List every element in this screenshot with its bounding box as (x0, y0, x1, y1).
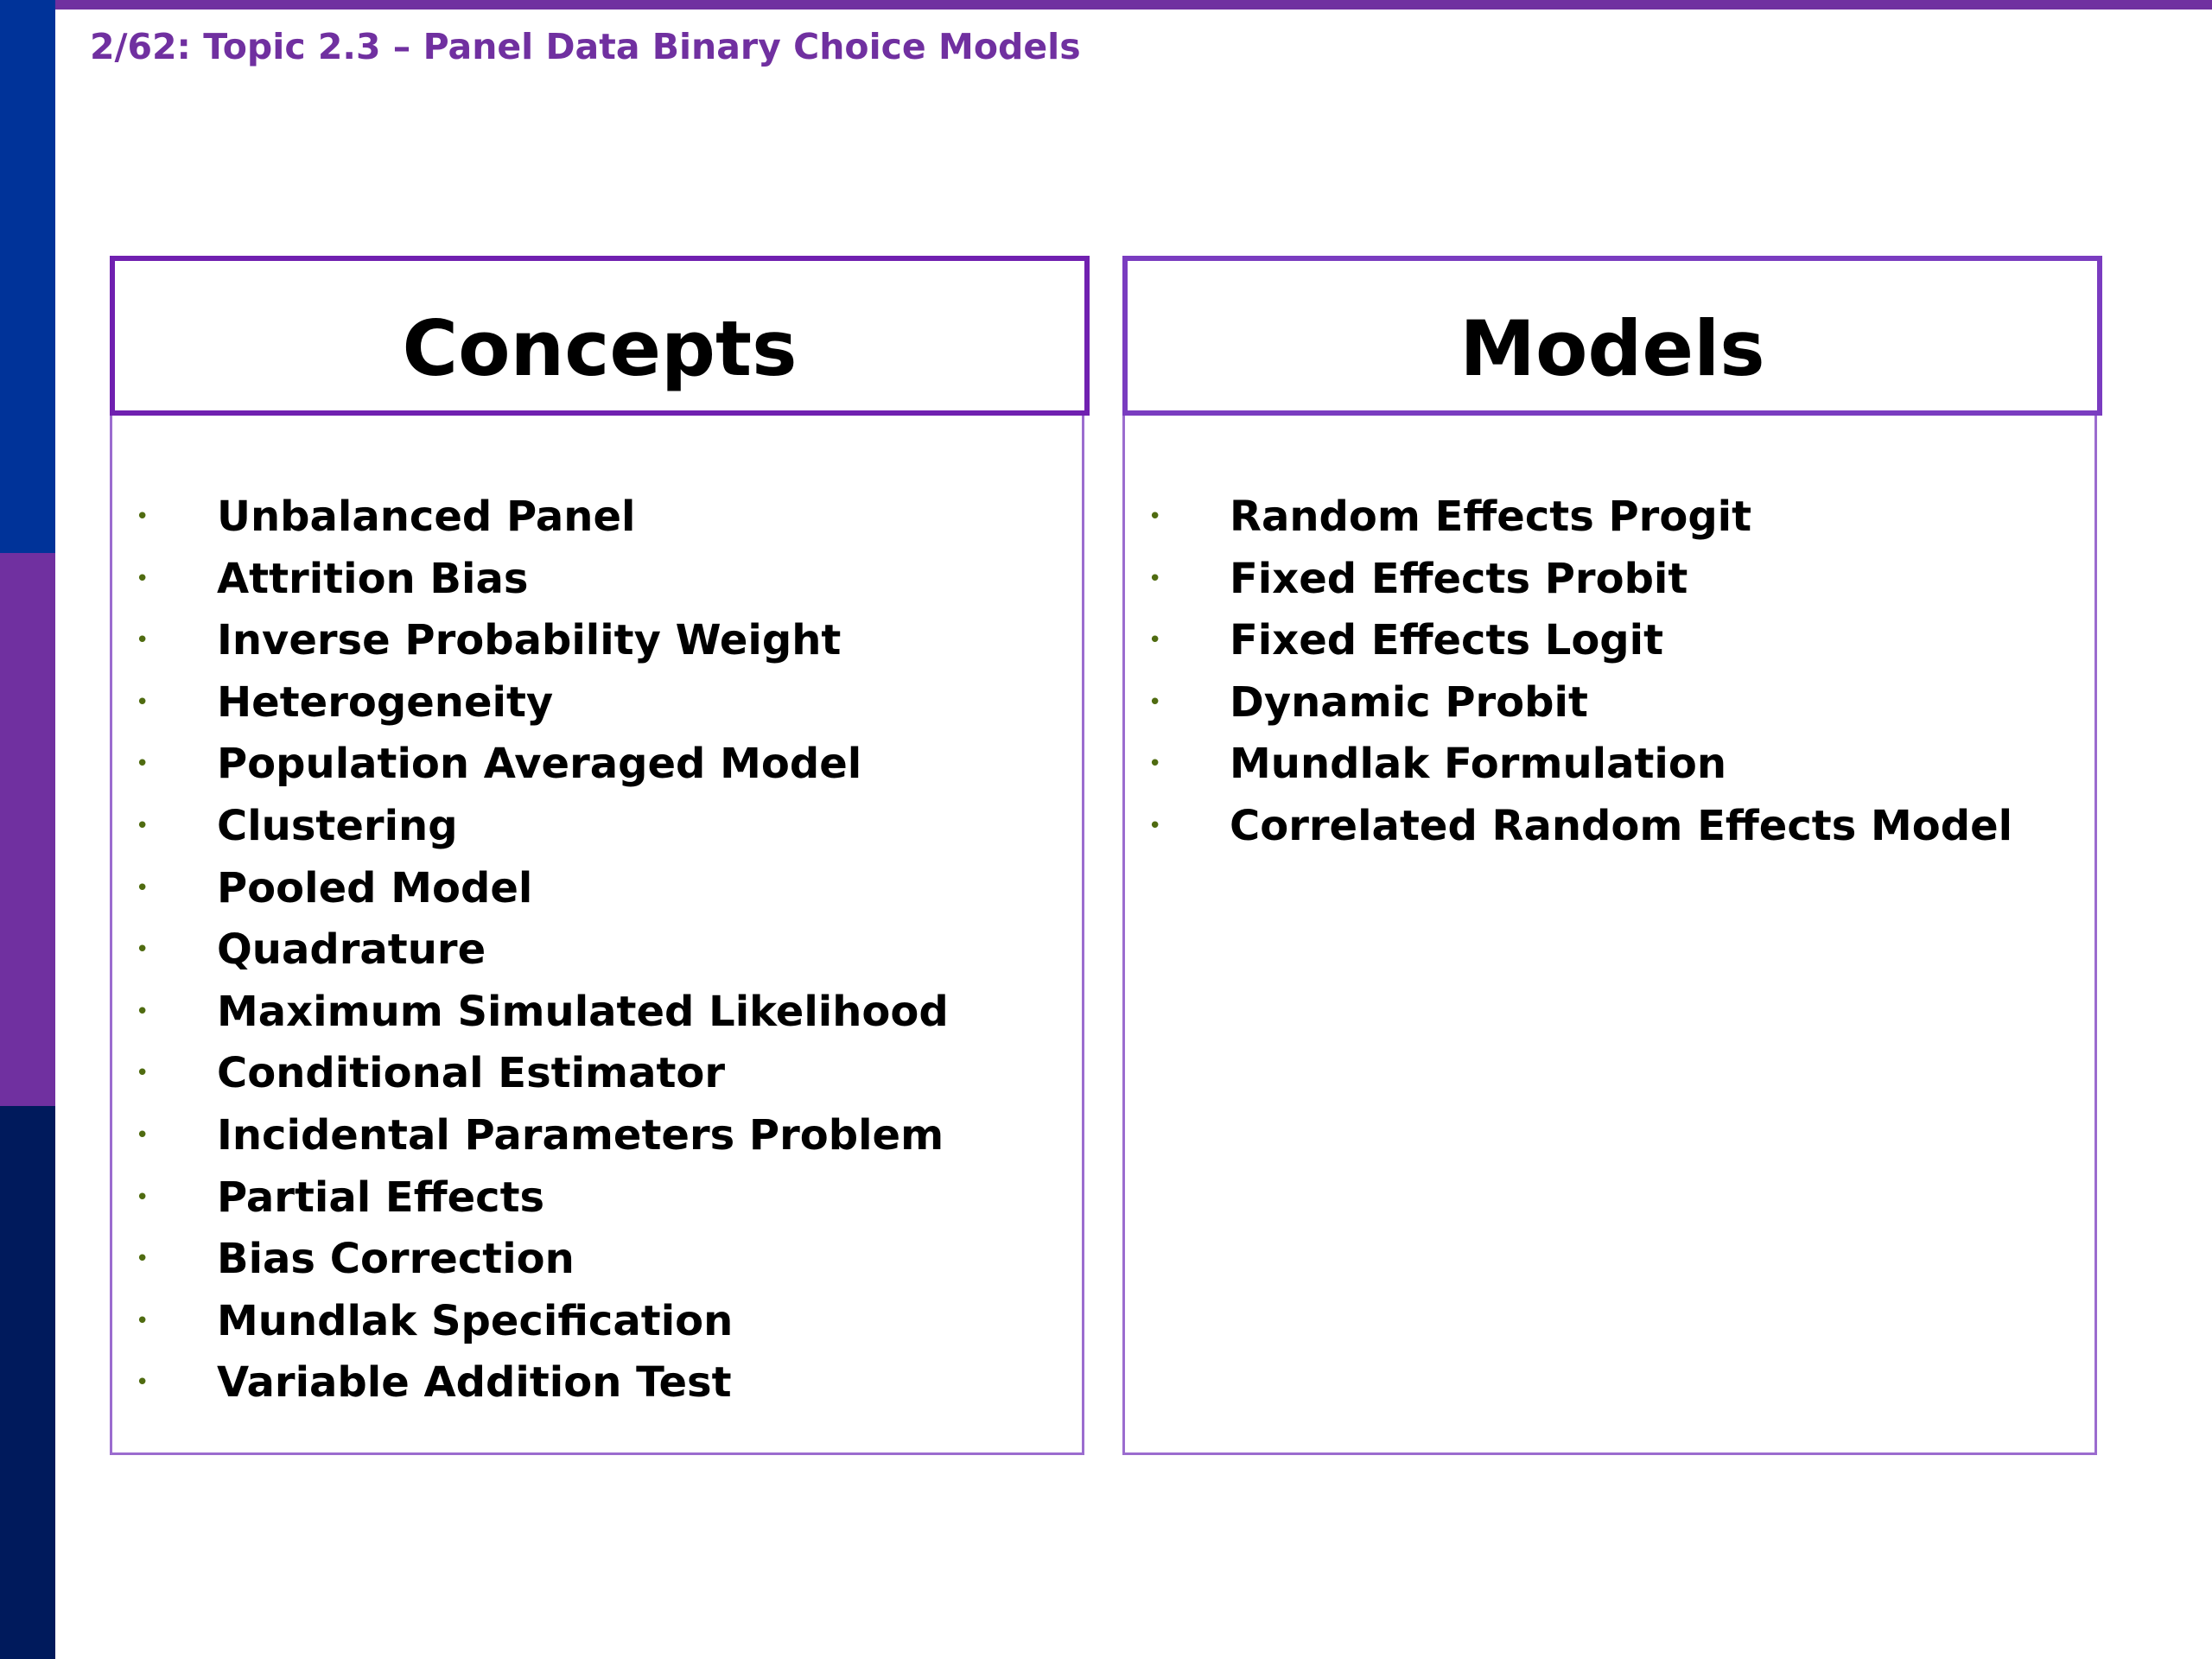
bullet-icon: • (136, 998, 149, 1025)
side-accent-bar-navy (0, 1106, 55, 1659)
side-accent-bar-purple (0, 553, 55, 1106)
bullet-icon: • (136, 565, 149, 592)
list-item-text: Dynamic Probit (1230, 677, 1588, 727)
list-item-text: Fixed Effects Logit (1230, 616, 1664, 665)
list-item-text: Variable Addition Test (217, 1358, 732, 1408)
list-item-text: Population Averaged Model (217, 740, 862, 789)
models-panel (1122, 256, 2097, 1455)
bullet-icon: • (136, 627, 149, 654)
bullet-icon: • (136, 874, 149, 901)
bullet-icon: • (1148, 751, 1162, 778)
top-accent-bar (0, 0, 2212, 10)
bullet-icon: • (136, 937, 149, 963)
list-item-text: Clustering (217, 801, 458, 850)
bullet-icon: • (136, 751, 149, 778)
models-heading: Models (1459, 304, 1765, 393)
list-item-text: Random Effects Progit (1230, 493, 1752, 541)
bullet-icon: • (136, 1060, 149, 1087)
bullet-icon: • (136, 1307, 149, 1334)
list-item-text: Mundlak Specification (217, 1296, 734, 1345)
models-header (1122, 256, 2102, 416)
slide-title: 2/62: Topic 2.3 – Panel Data Binary Choice Models (90, 26, 1081, 67)
concepts-heading: Concepts (402, 304, 798, 393)
bullet-icon: • (1148, 689, 1162, 715)
bullet-icon: • (136, 1184, 149, 1211)
list-item-text: Attrition Bias (217, 554, 529, 603)
list-item-text: Bias Correction (217, 1235, 575, 1284)
list-item-text: Pooled Model (217, 863, 533, 912)
bullet-icon: • (136, 504, 149, 530)
bullet-icon: • (136, 689, 149, 715)
bullet-icon: • (1148, 504, 1162, 530)
bullet-icon: • (1148, 627, 1162, 654)
list-item-text: Unbalanced Panel (217, 493, 636, 541)
bullet-icon: • (136, 1122, 149, 1148)
concepts-panel (110, 256, 1084, 1455)
list-item-text: Fixed Effects Probit (1230, 554, 1688, 603)
concepts-header (110, 256, 1090, 416)
bullet-icon: • (1148, 812, 1162, 839)
side-accent-bar-blue (0, 0, 55, 553)
list-item-text: Correlated Random Effects Model (1230, 801, 2013, 850)
list-item-text: Inverse Probability Weight (217, 616, 842, 665)
list-item-text: Maximum Simulated Likelihood (217, 987, 949, 1036)
list-item-text: Partial Effects (217, 1173, 545, 1222)
bullet-icon: • (136, 1370, 149, 1396)
bullet-icon: • (136, 812, 149, 839)
list-item-text: Incidental Parameters Problem (217, 1110, 944, 1160)
list-item-text: Conditional Estimator (217, 1049, 726, 1098)
bullet-icon: • (1148, 565, 1162, 592)
list-item-text: Heterogeneity (217, 677, 554, 727)
list-item-text: Mundlak Formulation (1230, 740, 1727, 789)
list-item-text: Quadrature (217, 925, 486, 975)
bullet-icon: • (136, 1246, 149, 1273)
